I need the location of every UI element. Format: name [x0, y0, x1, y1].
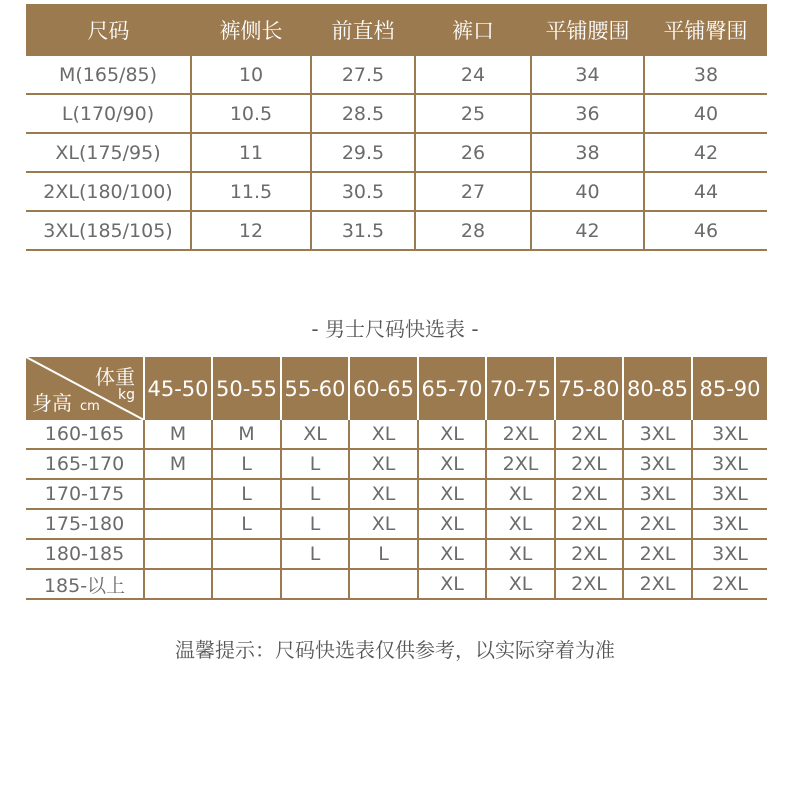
header-waist: 平铺腰围 [531, 4, 644, 56]
table-cell: 24 [415, 56, 531, 94]
table-row [26, 420, 767, 449]
tip-text: 温馨提示：尺码快选表仅供参考，以实际穿着为准 [175, 638, 615, 662]
size-recommendation-cell [144, 479, 212, 509]
table-cell: 25 [415, 94, 531, 133]
size-table [26, 4, 767, 251]
table-cell: 38 [531, 133, 644, 172]
size-recommendation-cell: 3XL [692, 509, 767, 539]
table-cell: 38 [644, 56, 767, 94]
size-recommendation-cell [144, 569, 212, 599]
size-recommendation-cell: L [281, 449, 349, 479]
table-row [26, 449, 767, 479]
size-recommendation-cell: L [212, 449, 281, 479]
header-hip: 平铺臀围 [644, 4, 767, 56]
height-range-cell: 170-175 [26, 479, 144, 509]
size-recommendation-cell: L [212, 479, 281, 509]
weight-range-header: 70-75 [486, 357, 555, 420]
table-cell: 11.5 [191, 172, 311, 211]
table-row [26, 56, 767, 94]
size-recommendation-cell: 3XL [623, 479, 692, 509]
weight-range-header: 50-55 [212, 357, 281, 420]
height-range-cell: 180-185 [26, 539, 144, 569]
height-range-cell: 165-170 [26, 449, 144, 479]
size-recommendation-cell: XL [418, 420, 486, 449]
size-recommendation-cell: XL [349, 509, 418, 539]
size-recommendation-cell: 2XL [555, 539, 623, 569]
size-recommendation-cell: 2XL [555, 509, 623, 539]
size-recommendation-cell: XL [418, 479, 486, 509]
weight-range-header: 85-90 [692, 357, 767, 420]
weight-range-header: 55-60 [281, 357, 349, 420]
table-row [26, 509, 767, 539]
table-cell: 3XL(185/105) [26, 211, 191, 250]
size-recommendation-cell: XL [486, 569, 555, 599]
size-recommendation-cell: 2XL [486, 449, 555, 479]
size-recommendation-cell: XL [281, 420, 349, 449]
table-cell: 10 [191, 56, 311, 94]
size-recommendation-cell: XL [418, 509, 486, 539]
size-recommendation-cell: M [212, 420, 281, 449]
size-recommendation-cell: L [281, 539, 349, 569]
size-recommendation-cell [349, 569, 418, 599]
size-recommendation-cell: 2XL [555, 479, 623, 509]
size-recommendation-cell: 2XL [555, 569, 623, 599]
size-recommendation-cell: L [281, 509, 349, 539]
quick-select-header [26, 357, 767, 420]
size-recommendation-cell [144, 509, 212, 539]
table-cell: 2XL(180/100) [26, 172, 191, 211]
corner-weight-unit: kg [118, 387, 135, 403]
size-recommendation-cell: L [281, 479, 349, 509]
size-recommendation-cell: 2XL [623, 569, 692, 599]
table-cell: 12 [191, 211, 311, 250]
table-cell: 31.5 [311, 211, 415, 250]
header-leg-opening: 裤口 [415, 4, 531, 56]
table-row [26, 539, 767, 569]
size-recommendation-cell: 3XL [692, 420, 767, 449]
size-recommendation-cell: XL [349, 449, 418, 479]
table-cell: L(170/90) [26, 94, 191, 133]
size-recommendation-cell: 2XL [486, 420, 555, 449]
corner-height-unit: cm [80, 399, 100, 414]
table-cell: M(165/85) [26, 56, 191, 94]
size-recommendation-cell: 2XL [555, 420, 623, 449]
table-row [26, 211, 767, 250]
table-row [26, 94, 767, 133]
table-row [26, 479, 767, 509]
table-cell: 11 [191, 133, 311, 172]
size-recommendation-cell: 3XL [692, 539, 767, 569]
size-recommendation-cell: XL [486, 509, 555, 539]
height-range-cell: 185-以上 [26, 569, 144, 599]
size-recommendation-cell: 3XL [692, 449, 767, 479]
size-recommendation-cell: L [212, 509, 281, 539]
table-cell: 27 [415, 172, 531, 211]
size-recommendation-cell: M [144, 449, 212, 479]
table-row [26, 569, 767, 599]
quick-select-title: - 男士尺码快选表 - [311, 317, 479, 341]
size-recommendation-cell: XL [418, 449, 486, 479]
table-cell: 28 [415, 211, 531, 250]
size-recommendation-cell [144, 539, 212, 569]
size-recommendation-cell: 2XL [555, 449, 623, 479]
table-cell: 42 [531, 211, 644, 250]
table-cell: 40 [644, 94, 767, 133]
size-recommendation-cell: 3XL [623, 420, 692, 449]
size-recommendation-cell [212, 539, 281, 569]
weight-range-header: 75-80 [555, 357, 623, 420]
table-cell: 44 [644, 172, 767, 211]
corner-weight-label: 体重 [95, 365, 135, 389]
size-recommendation-cell: 3XL [692, 479, 767, 509]
header-front-rise: 前直档 [311, 4, 415, 56]
table-cell: 27.5 [311, 56, 415, 94]
table-cell: 40 [531, 172, 644, 211]
table-row [26, 133, 767, 172]
size-recommendation-cell: XL [486, 539, 555, 569]
table-cell: 10.5 [191, 94, 311, 133]
size-recommendation-cell: L [349, 539, 418, 569]
weight-range-header: 65-70 [418, 357, 486, 420]
table-cell: 30.5 [311, 172, 415, 211]
quick-select-table [26, 357, 767, 600]
table-cell: 26 [415, 133, 531, 172]
size-recommendation-cell: 3XL [623, 449, 692, 479]
size-recommendation-cell: XL [349, 420, 418, 449]
table-cell: 34 [531, 56, 644, 94]
weight-range-header: 45-50 [144, 357, 212, 420]
table-cell: 28.5 [311, 94, 415, 133]
size-recommendation-cell: M [144, 420, 212, 449]
size-recommendation-cell: 2XL [692, 569, 767, 599]
height-range-cell: 175-180 [26, 509, 144, 539]
header-side-length: 裤侧长 [191, 4, 311, 56]
corner-height-label: 身高 [32, 391, 72, 415]
table-cell: 36 [531, 94, 644, 133]
table-cell: 46 [644, 211, 767, 250]
size-recommendation-cell: 2XL [623, 539, 692, 569]
weight-range-header: 80-85 [623, 357, 692, 420]
corner-cell [26, 357, 144, 420]
table-row [26, 172, 767, 211]
size-recommendation-cell [212, 569, 281, 599]
table-cell: 42 [644, 133, 767, 172]
height-range-cell: 160-165 [26, 420, 144, 449]
size-table-header [26, 4, 767, 56]
size-recommendation-cell: XL [418, 539, 486, 569]
table-cell: XL(175/95) [26, 133, 191, 172]
size-recommendation-cell: XL [418, 569, 486, 599]
table-cell: 29.5 [311, 133, 415, 172]
size-recommendation-cell: XL [349, 479, 418, 509]
size-recommendation-cell: XL [486, 479, 555, 509]
size-recommendation-cell [281, 569, 349, 599]
header-size: 尺码 [26, 4, 191, 56]
weight-range-header: 60-65 [349, 357, 418, 420]
size-recommendation-cell: 2XL [623, 509, 692, 539]
